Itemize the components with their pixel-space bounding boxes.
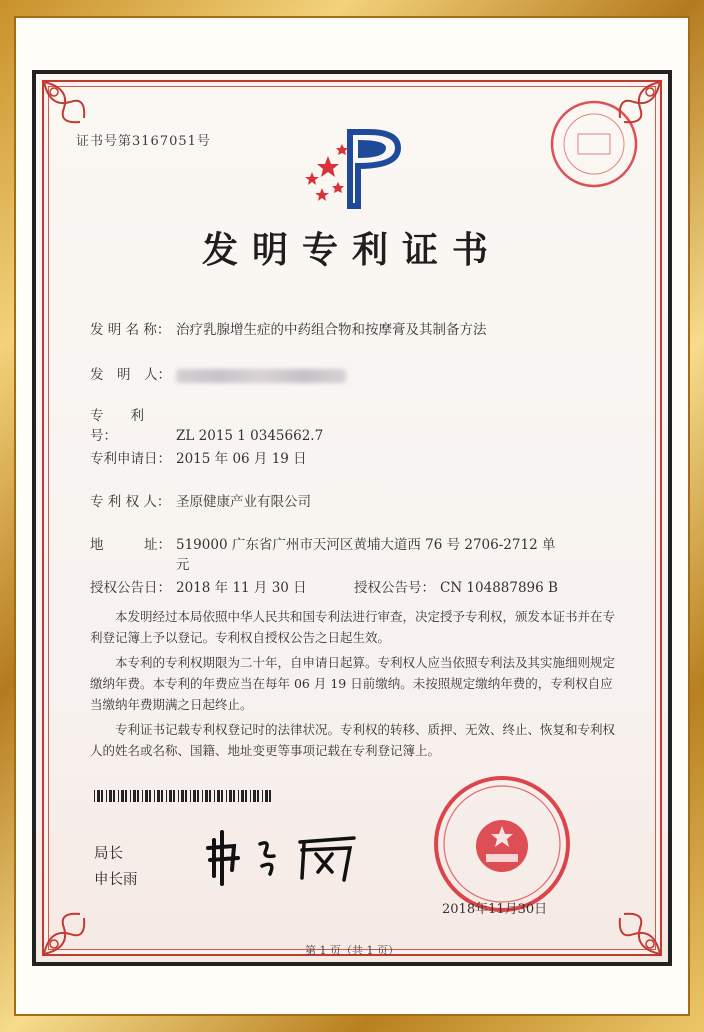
field-label: 发 明 人：: [90, 367, 171, 383]
field-grant-date: [90, 576, 307, 596]
field-patent-number: [90, 404, 323, 444]
field-label: 授权公告日：: [90, 580, 171, 596]
field-label: 专 利 号：: [90, 408, 158, 444]
national-ip-seal: [432, 774, 572, 914]
field-label: 发 明 名 称：: [90, 322, 171, 338]
field-invention-name: [90, 318, 487, 338]
certificate-number: 证书号第3167051号: [76, 134, 211, 149]
field-application-date: [90, 447, 307, 467]
field-address: [90, 533, 555, 553]
field-label: 授权公告号：: [354, 580, 435, 596]
director-title: 局长: [94, 846, 123, 862]
paragraph-legal-status: 专利证书记载专利权登记时的法律状况。专利权的转移、质押、无效、终止、恢复和专利权人的姓名或名称、国籍、地址变更等事项记载在专利登记簿上。: [90, 722, 616, 758]
field-value: 圣原健康产业有限公司: [176, 494, 311, 510]
agency-seal: [548, 98, 640, 190]
director-name: 申长雨: [94, 872, 138, 888]
seal-date: 2018年11月30日: [442, 902, 548, 917]
field-announce-number: [354, 576, 558, 596]
field-value: CN 104887896 B: [440, 580, 558, 596]
director-signature: [204, 826, 374, 886]
field-address-line2: [176, 553, 190, 573]
field-label: 专 利 权 人：: [90, 494, 171, 510]
field-inventor: [90, 363, 346, 383]
patent-office-logo: [298, 126, 410, 210]
paragraph-term: 本专利的专利权期限为二十年，自申请日起算。专利权人应当依照专利法及其实施细则规定缴纳年费。本专利的年费应当在每年 06 月 19 日前缴纳。未按照规定缴纳年费的，专利权自应当缴纳年费期满之日起终止。: [90, 655, 616, 712]
patent-certificate: [32, 70, 672, 966]
field-value: 519000 广东省广州市天河区黄埔大道西 76 号 2706-2712 单: [176, 537, 556, 553]
paragraph-grant: 本发明经过本局依照中华人民共和国专利法进行审查，决定授予专利权，颁发本证书并在专利登记簿上予以登记。专利权自授权公告之日起生效。: [90, 609, 616, 645]
field-value: 治疗乳腺增生症的中药组合物和按摩膏及其制备方法: [176, 322, 487, 338]
page-title: 发明专利证书: [201, 229, 502, 271]
field-value: ZL 2015 1 0345662.7: [176, 428, 324, 444]
field-value: 元: [176, 557, 190, 573]
field-value: 2018 年 11 月 30 日: [176, 580, 307, 596]
field-value: 2015 年 06 月 19 日: [176, 451, 307, 467]
field-label: 地 址：: [90, 537, 171, 553]
field-label: 专利申请日：: [90, 451, 171, 467]
field-patentee: [90, 490, 311, 510]
page-footer: 第 1 页（共 1 页）: [305, 944, 399, 957]
redacted-inventor-names: [176, 369, 346, 383]
barcode: [94, 790, 274, 802]
